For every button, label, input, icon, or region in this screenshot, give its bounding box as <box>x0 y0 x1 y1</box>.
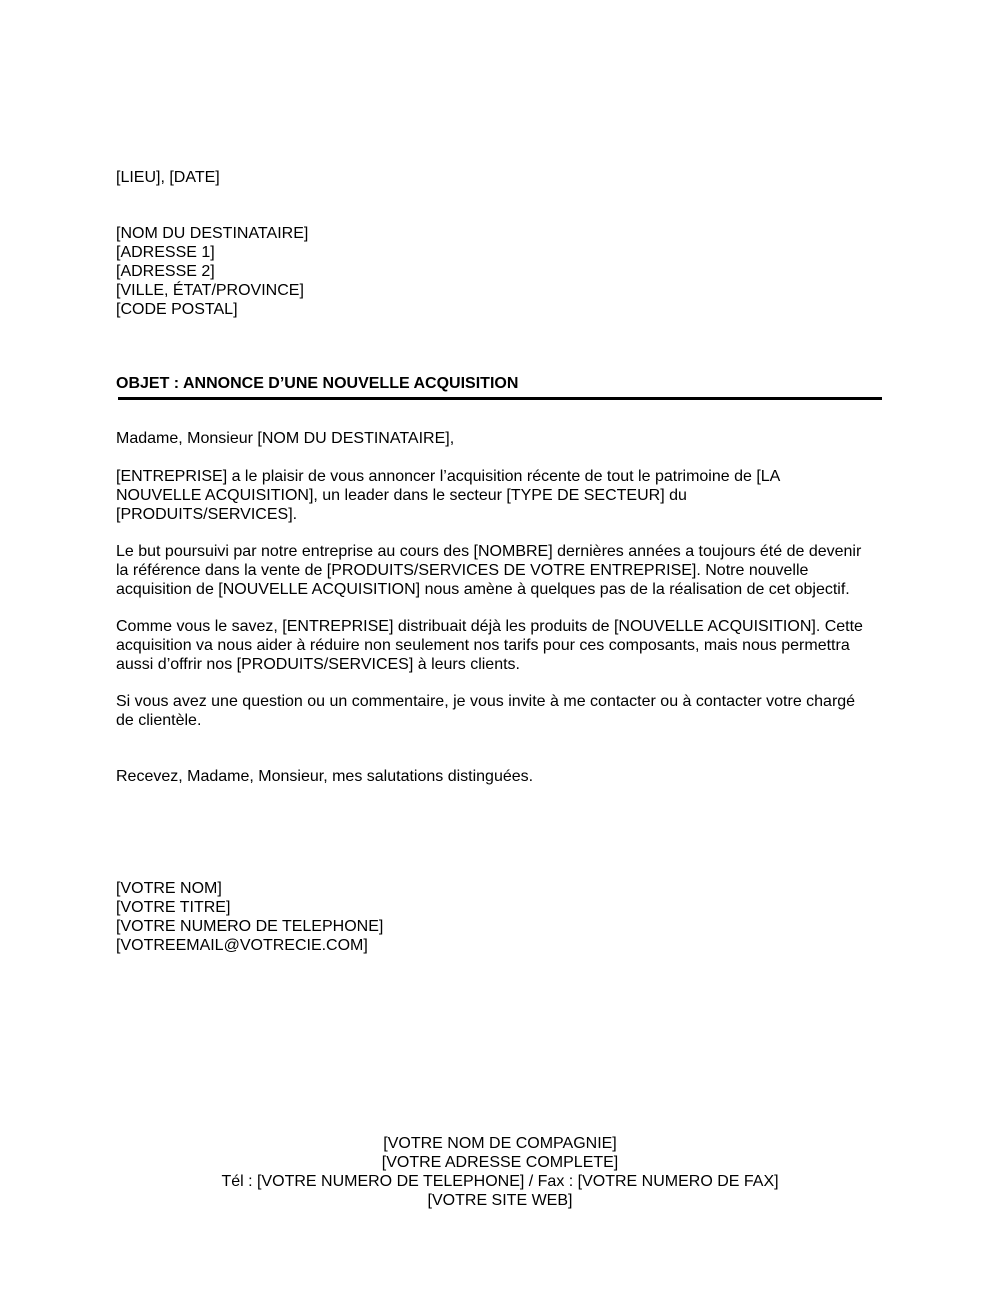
paragraph-line: la référence dans la vente de [PRODUITS/SERVICES DE VOTRE ENTREPRISE]. Notre nouvelle <box>116 562 809 579</box>
recipient-address <box>116 224 886 319</box>
signature-phone: [VOTRE NUMERO DE TELEPHONE] <box>116 918 384 935</box>
paragraph-1 <box>116 467 886 524</box>
paragraph-2 <box>116 542 886 599</box>
paragraph-line: Si vous avez une question ou un commentaire, je vous invite à me contacter ou à contacter votre chargé <box>116 693 856 710</box>
salutation-text: Madame, Monsieur [NOM DU DESTINATAIRE], <box>116 430 455 447</box>
signature-name: [VOTRE NOM] <box>116 880 222 897</box>
closing <box>116 767 886 786</box>
paragraph-line: acquisition va nous aider à réduire non seulement nos tarifs pour ces composants, mais nous permettra <box>116 637 850 654</box>
paragraph-4 <box>116 692 886 730</box>
paragraph-line: de clientèle. <box>116 712 202 729</box>
signature-block <box>116 879 886 955</box>
paragraph-line: acquisition de [NOUVELLE ACQUISITION] nous amène à quelques pas de la réalisation de cet objectif. <box>116 581 850 598</box>
signature-title: [VOTRE TITRE] <box>116 899 231 916</box>
paragraph-line: Comme vous le savez, [ENTREPRISE] distribuait déjà les produits de [NOUVELLE ACQUISITION]. Cette <box>116 618 863 635</box>
recipient-city-state: [VILLE, ÉTAT/PROVINCE] <box>116 282 304 299</box>
letterhead-footer <box>0 1134 1000 1210</box>
footer-address: [VOTRE ADRESSE COMPLETE] <box>381 1154 619 1171</box>
place-date-text: [LIEU], [DATE] <box>116 169 220 186</box>
footer-company: [VOTRE NOM DE COMPAGNIE] <box>383 1135 617 1152</box>
subject-line: OBJET : ANNONCE D’UNE NOUVELLE ACQUISITION <box>116 375 519 392</box>
footer-contact: Tél : [VOTRE NUMERO DE TELEPHONE] / Fax : [VOTRE NUMERO DE FAX] <box>221 1173 779 1190</box>
paragraph-line: Le but poursuivi par notre entreprise au cours des [NOMBRE] dernières années a toujours été de devenir <box>116 543 862 560</box>
paragraph-line: aussi d’offrir nos [PRODUITS/SERVICES] à leurs clients. <box>116 656 520 673</box>
footer-website: [VOTRE SITE WEB] <box>427 1192 573 1209</box>
recipient-address-1: [ADRESSE 1] <box>116 244 215 261</box>
signature-email: [VOTREEMAIL@VOTRECIE.COM] <box>116 937 368 954</box>
salutation <box>116 429 886 448</box>
closing-text: Recevez, Madame, Monsieur, mes salutations distinguées. <box>116 768 534 785</box>
paragraph-line: [ENTREPRISE] a le plaisir de vous annoncer l’acquisition récente de tout le patrimoine de [LA <box>116 468 781 485</box>
recipient-address-2: [ADRESSE 2] <box>116 263 215 280</box>
place-date <box>116 168 886 187</box>
recipient-name: [NOM DU DESTINATAIRE] <box>116 225 309 242</box>
paragraph-line: [PRODUITS/SERVICES]. <box>116 506 298 523</box>
recipient-postal-code: [CODE POSTAL] <box>116 301 238 318</box>
subject-divider <box>118 397 882 400</box>
paragraph-line: NOUVELLE ACQUISITION], un leader dans le secteur [TYPE DE SECTEUR] du <box>116 487 687 504</box>
paragraph-3 <box>116 617 886 674</box>
